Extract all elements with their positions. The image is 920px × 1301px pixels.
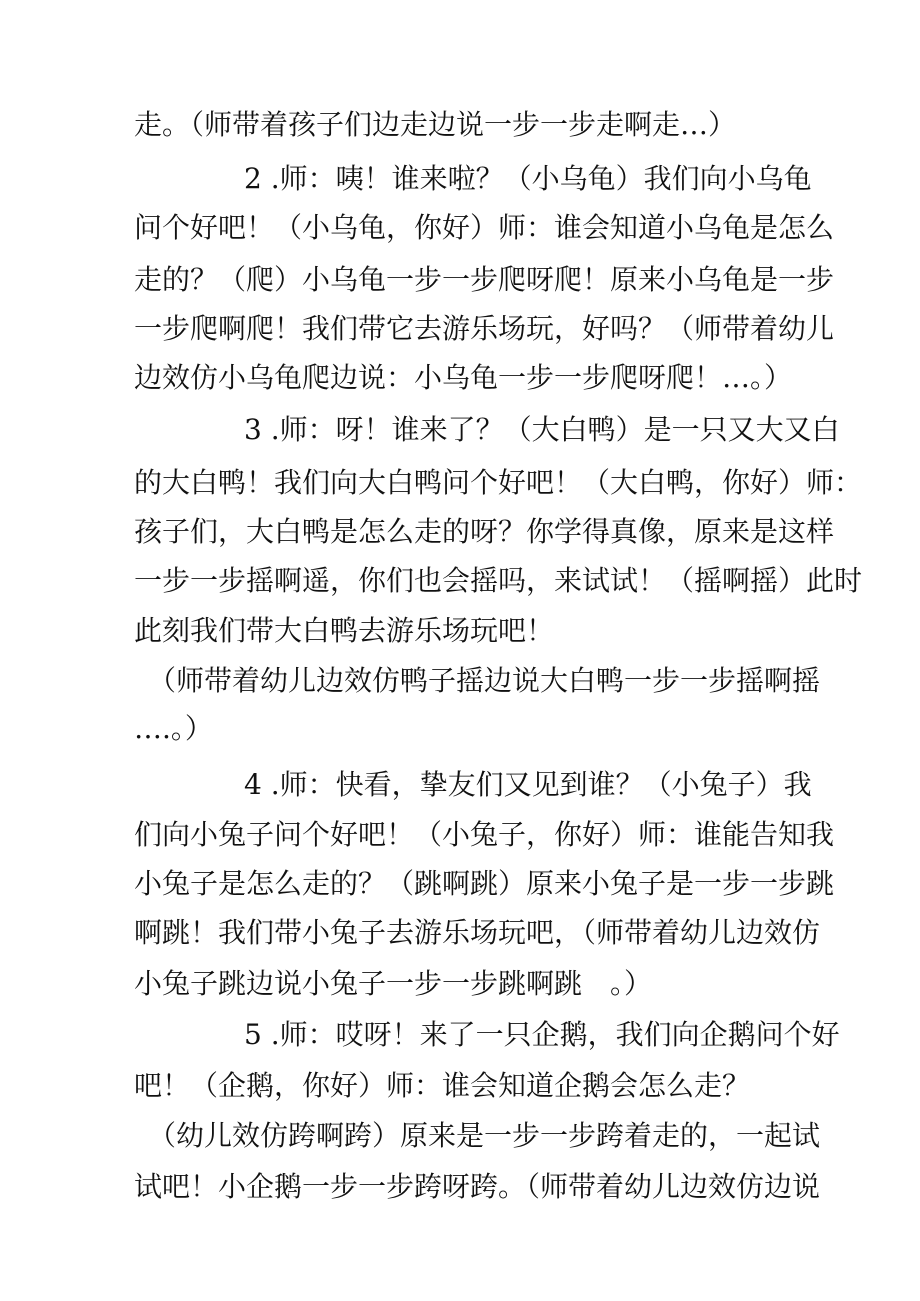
text-line: 小兔子是怎么走的？（跳啊跳）原来小兔子是一步一步跳 bbox=[134, 867, 835, 900]
numbered-paragraph-3-line: 3 .师：呀！谁来了？（大白鸭）是一只又大又白 bbox=[244, 413, 840, 446]
text-line: 走。（师带着孩子们边走边说一步一步走啊走…） bbox=[134, 108, 737, 141]
text-line: 孩子们，大白鸭是怎么走的呀？你学得真像，原来是这样 bbox=[134, 515, 835, 548]
text-line: 一步一步摇啊遥，你们也会摇吗，来试试！（摇啊摇）此时 bbox=[134, 564, 863, 597]
text-line: 小兔子跳边说小兔子一步一步跳啊跳 。） bbox=[134, 967, 653, 1000]
text-line: 啊跳！我们带小兔子去游乐场玩吧，（师带着幼儿边效仿 bbox=[134, 916, 821, 949]
text-line: 问个好吧！（小乌龟，你好）师：谁会知道小乌龟是怎么 bbox=[134, 211, 835, 244]
text-line: 一步爬啊爬！我们带它去游乐场玩，好吗？（师带着幼儿 bbox=[134, 312, 835, 345]
text-line: 走的？（爬）小乌龟一步一步爬呀爬！原来小乌龟是一步 bbox=[134, 263, 835, 296]
numbered-paragraph-5-line: 5 .师：哎呀！来了一只企鹅，我们向企鹅问个好 bbox=[244, 1018, 840, 1051]
numbered-paragraph-4-line: 4 .师：快看，挚友们又见到谁？（小兔子）我 bbox=[244, 768, 812, 801]
text-line: 试吧！小企鹅一步一步跨呀跨。（师带着幼儿边效仿边说 bbox=[134, 1170, 821, 1203]
numbered-paragraph-2-line: 2 .师：咦！谁来啦？（小乌龟）我们向小乌龟 bbox=[244, 162, 812, 195]
text-line: 此刻我们带大白鸭去游乐场玩吧！ bbox=[134, 614, 555, 647]
text-line: 边效仿小乌龟爬边说：小乌龟一步一步爬呀爬！…。） bbox=[134, 361, 793, 394]
text-line: ….。） bbox=[134, 712, 213, 745]
text-line: （幼儿效仿跨啊跨）原来是一步一步跨着走的，一起试 bbox=[148, 1119, 821, 1152]
text-line: 们向小兔子问个好吧！（小兔子，你好）师：谁能告知我 bbox=[134, 818, 835, 851]
text-line: （师带着幼儿边效仿鸭子摇边说大白鸭一步一步摇啊摇 bbox=[148, 664, 821, 697]
text-line: 吧！（企鹅，你好）师：谁会知道企鹅会怎么走？ bbox=[134, 1069, 751, 1102]
text-line: 的大白鸭！我们向大白鸭问个好吧！（大白鸭，你好）师： bbox=[134, 466, 863, 499]
